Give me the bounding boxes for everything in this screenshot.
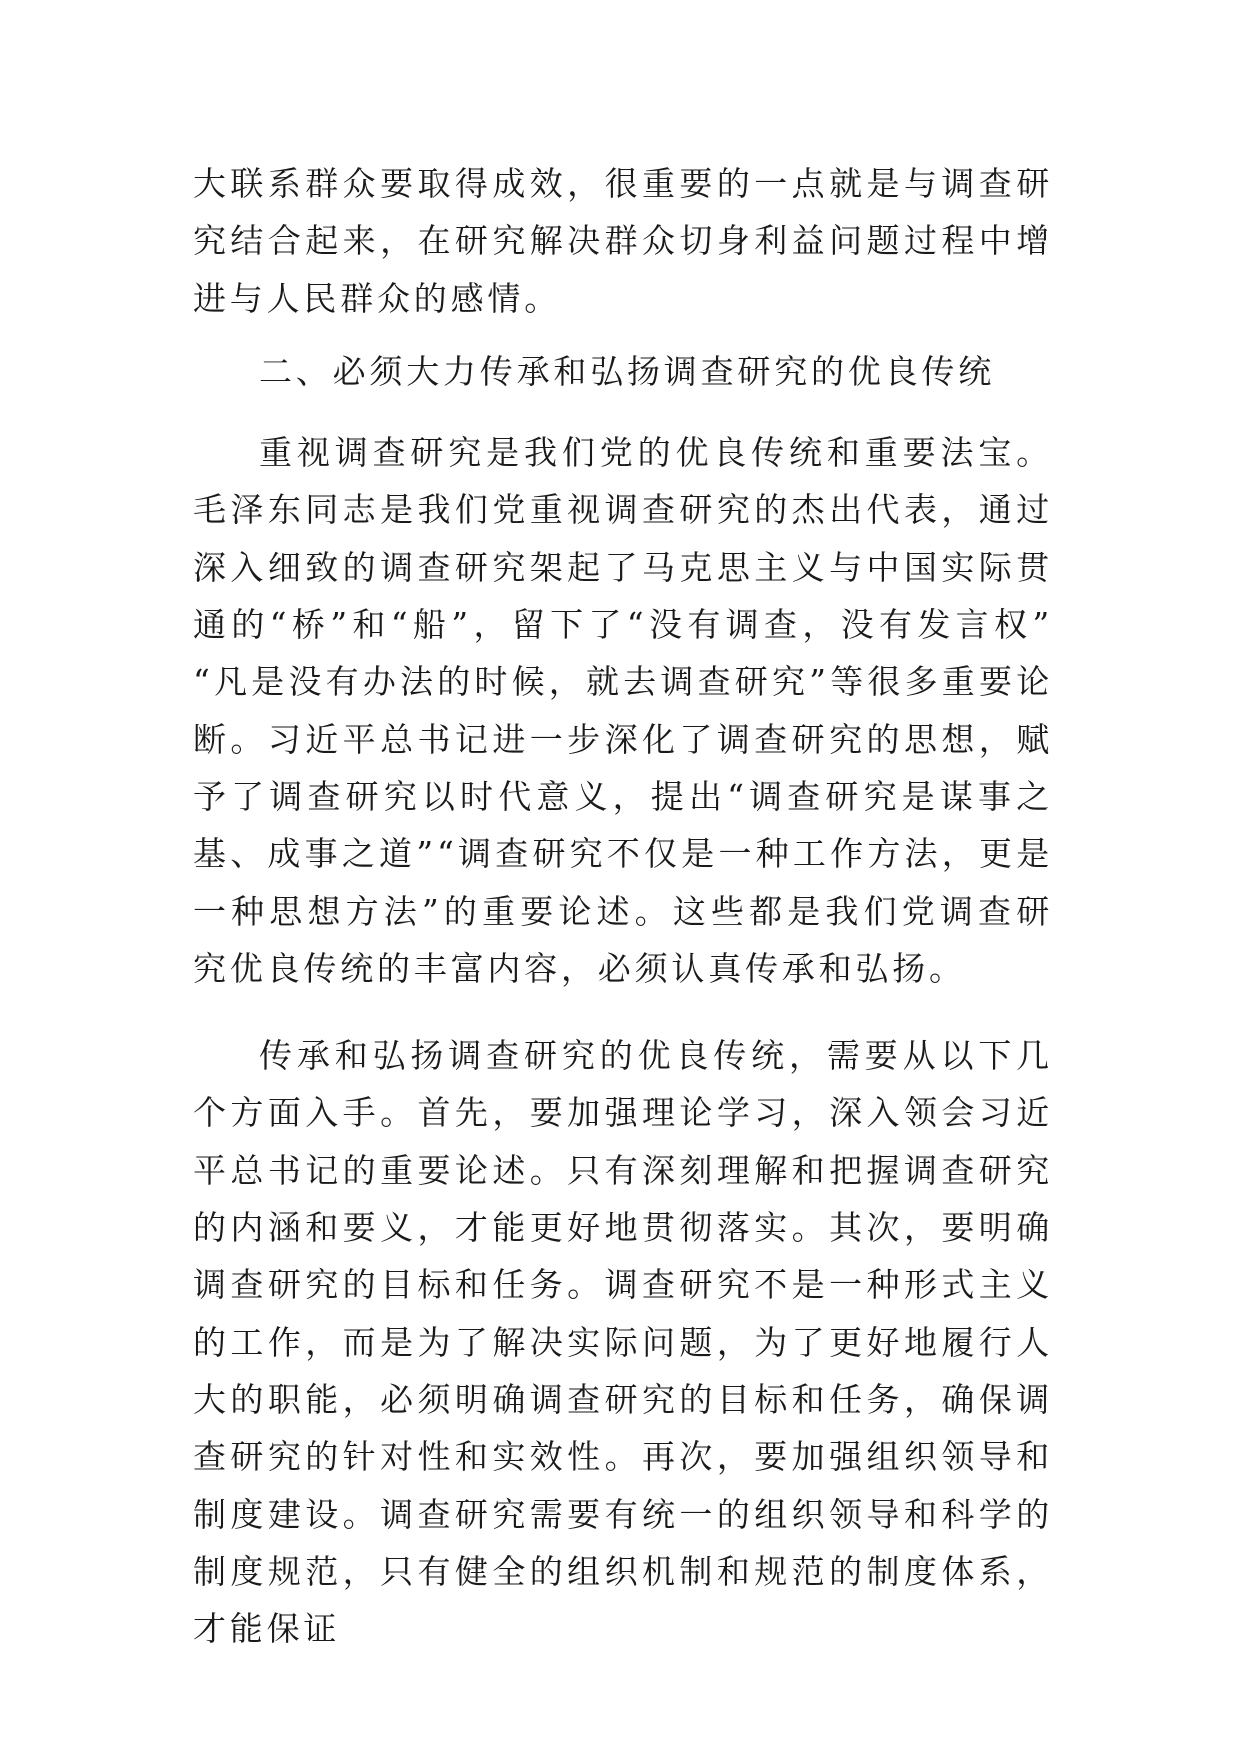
section-heading: 二、必须大力传承和弘扬调查研究的优良传统 — [259, 351, 995, 391]
document-body — [193, 155, 1053, 1657]
paragraph-approach: 传承和弘扬调查研究的优良传统，需要从以下几个方面入手。首先，要加强理论学习，深入领会习近平总书记的重要论述。只有深刻理解和把握调查研究的内涵和要义，才能更好地贯彻落实。其次，要明确调查研究的目标和任务。调查研究不是一种形式主义的工作，而是为了解决实际问题，为了更好地履行人大的职能，必须明确调查研究的目标和任务，确保调查研究的针对性和实效性。再次，要加强组织领导和制度建设。调查研究需要有统一的组织领导和科学的制度规范，只有健全的组织机制和规范的制度体系，才能保证 — [193, 1036, 1053, 1649]
paragraph-continuation: 大联系群众要取得成效，很重要的一点就是与调查研究结合起来，在研究解决群众切身利益问题过程中增进与人民群众的感情。 — [193, 164, 1053, 318]
paragraph-tradition: 重视调查研究是我们党的优良传统和重要法宝。毛泽东同志是我们党重视调查研究的杰出代表，通过深入细致的调查研究架起了马克思主义与中国实际贯通的“桥”和“船”，留下了“没有调查，没有发言权” “凡是没有办法的时候，就去调查研究”等很多重要论断。习近平总书记进一步深化了调查研究的思想，赋予了调查研究以时代意义，提出“调查研究是谋事之基、成事之道”“调查研究不仅是一种工作方法，更是一种思想方法”的重要论述。这些都是我们党调查研究优良传统的丰富内容，必须认真传承和弘扬。 — [193, 433, 1053, 988]
